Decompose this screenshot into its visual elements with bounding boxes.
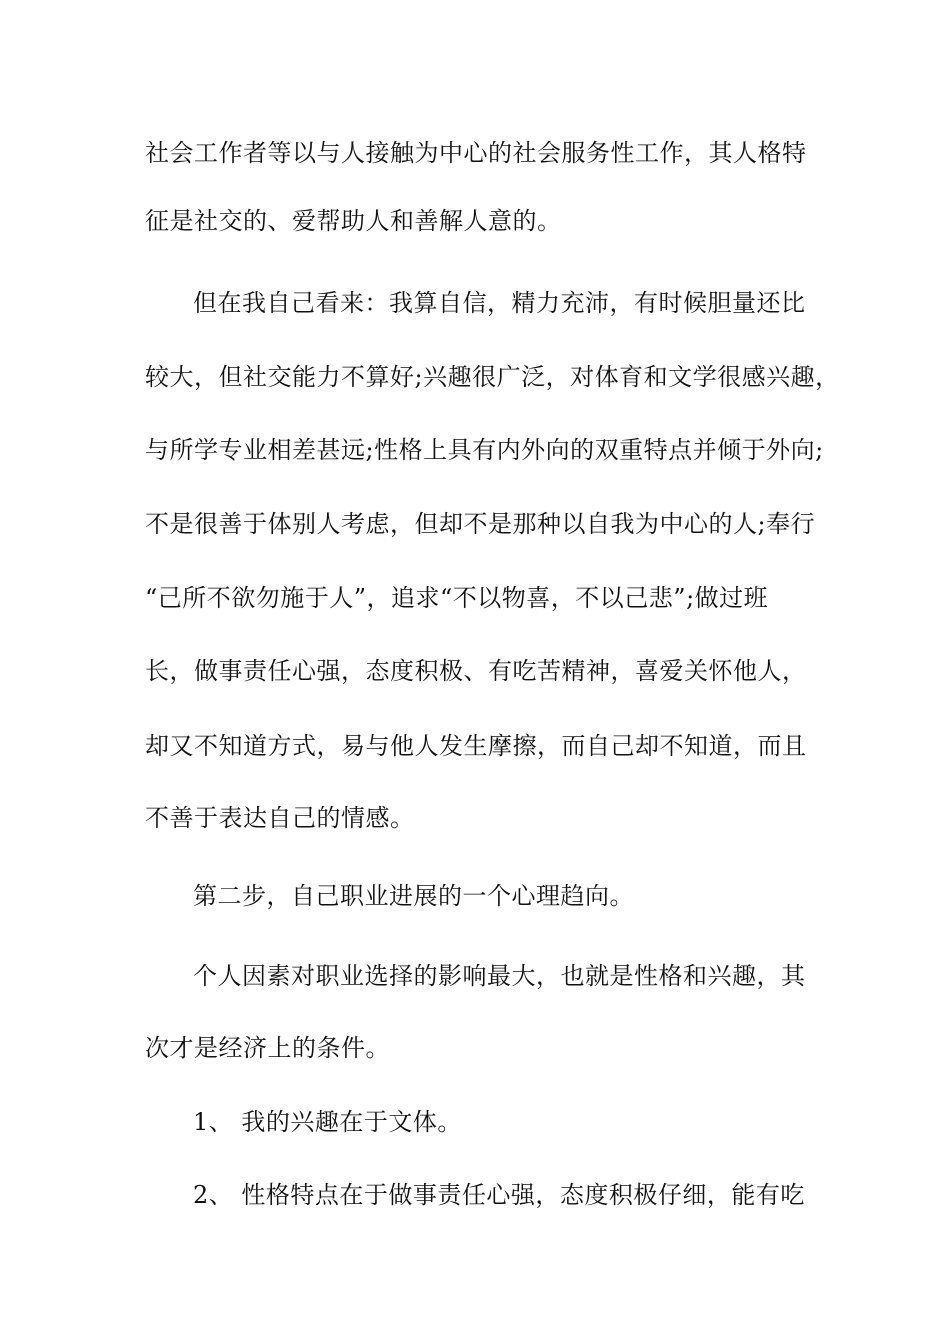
step-heading: 第二步，自己职业进展的一个心理趋向。	[193, 882, 634, 910]
list-item-1: 1、 我的兴趣在于文体。	[193, 1108, 462, 1136]
text-line: 次才是经济上的条件。	[145, 1034, 390, 1062]
text-line: 长，做事责任心强，态度积极、有吃苦精神，喜爱关怀他人，	[145, 657, 807, 685]
text-line: 却又不知道方式，易与他人发生摩擦，而自己却不知道，而且	[145, 732, 807, 760]
list-item-2: 2、 性格特点在于做事责任心强，态度积极仔细，能有吃	[193, 1181, 805, 1209]
text-line: 不善于表达自己的情感。	[145, 804, 415, 832]
paragraph-first-line: 但在我自己看来：我算自信，精力充沛，有时候胆量还比	[193, 289, 806, 317]
text-line: 较大，但社交能力不算好;兴趣很广泛，对体育和文学很感兴趣，	[145, 363, 840, 391]
text-line: 不是很善于体别人考虑，但却不是那种以自我为中心的人;奉行	[145, 510, 816, 538]
text-line: 社会工作者等以与人接触为中心的社会服务性工作，其人格特	[145, 139, 807, 167]
text-line: 与所学专业相差甚远;性格上具有内外向的双重特点并倾于外向;	[145, 436, 824, 464]
text-line: “己所不欲勿施于人”，追求“不以物喜，不以己悲”;做过班	[145, 584, 769, 612]
paragraph-first-line: 个人因素对职业选择的影响最大，也就是性格和兴趣，其	[193, 962, 806, 990]
text-line: 征是社交的、爱帮助人和善解人意的。	[145, 207, 562, 235]
